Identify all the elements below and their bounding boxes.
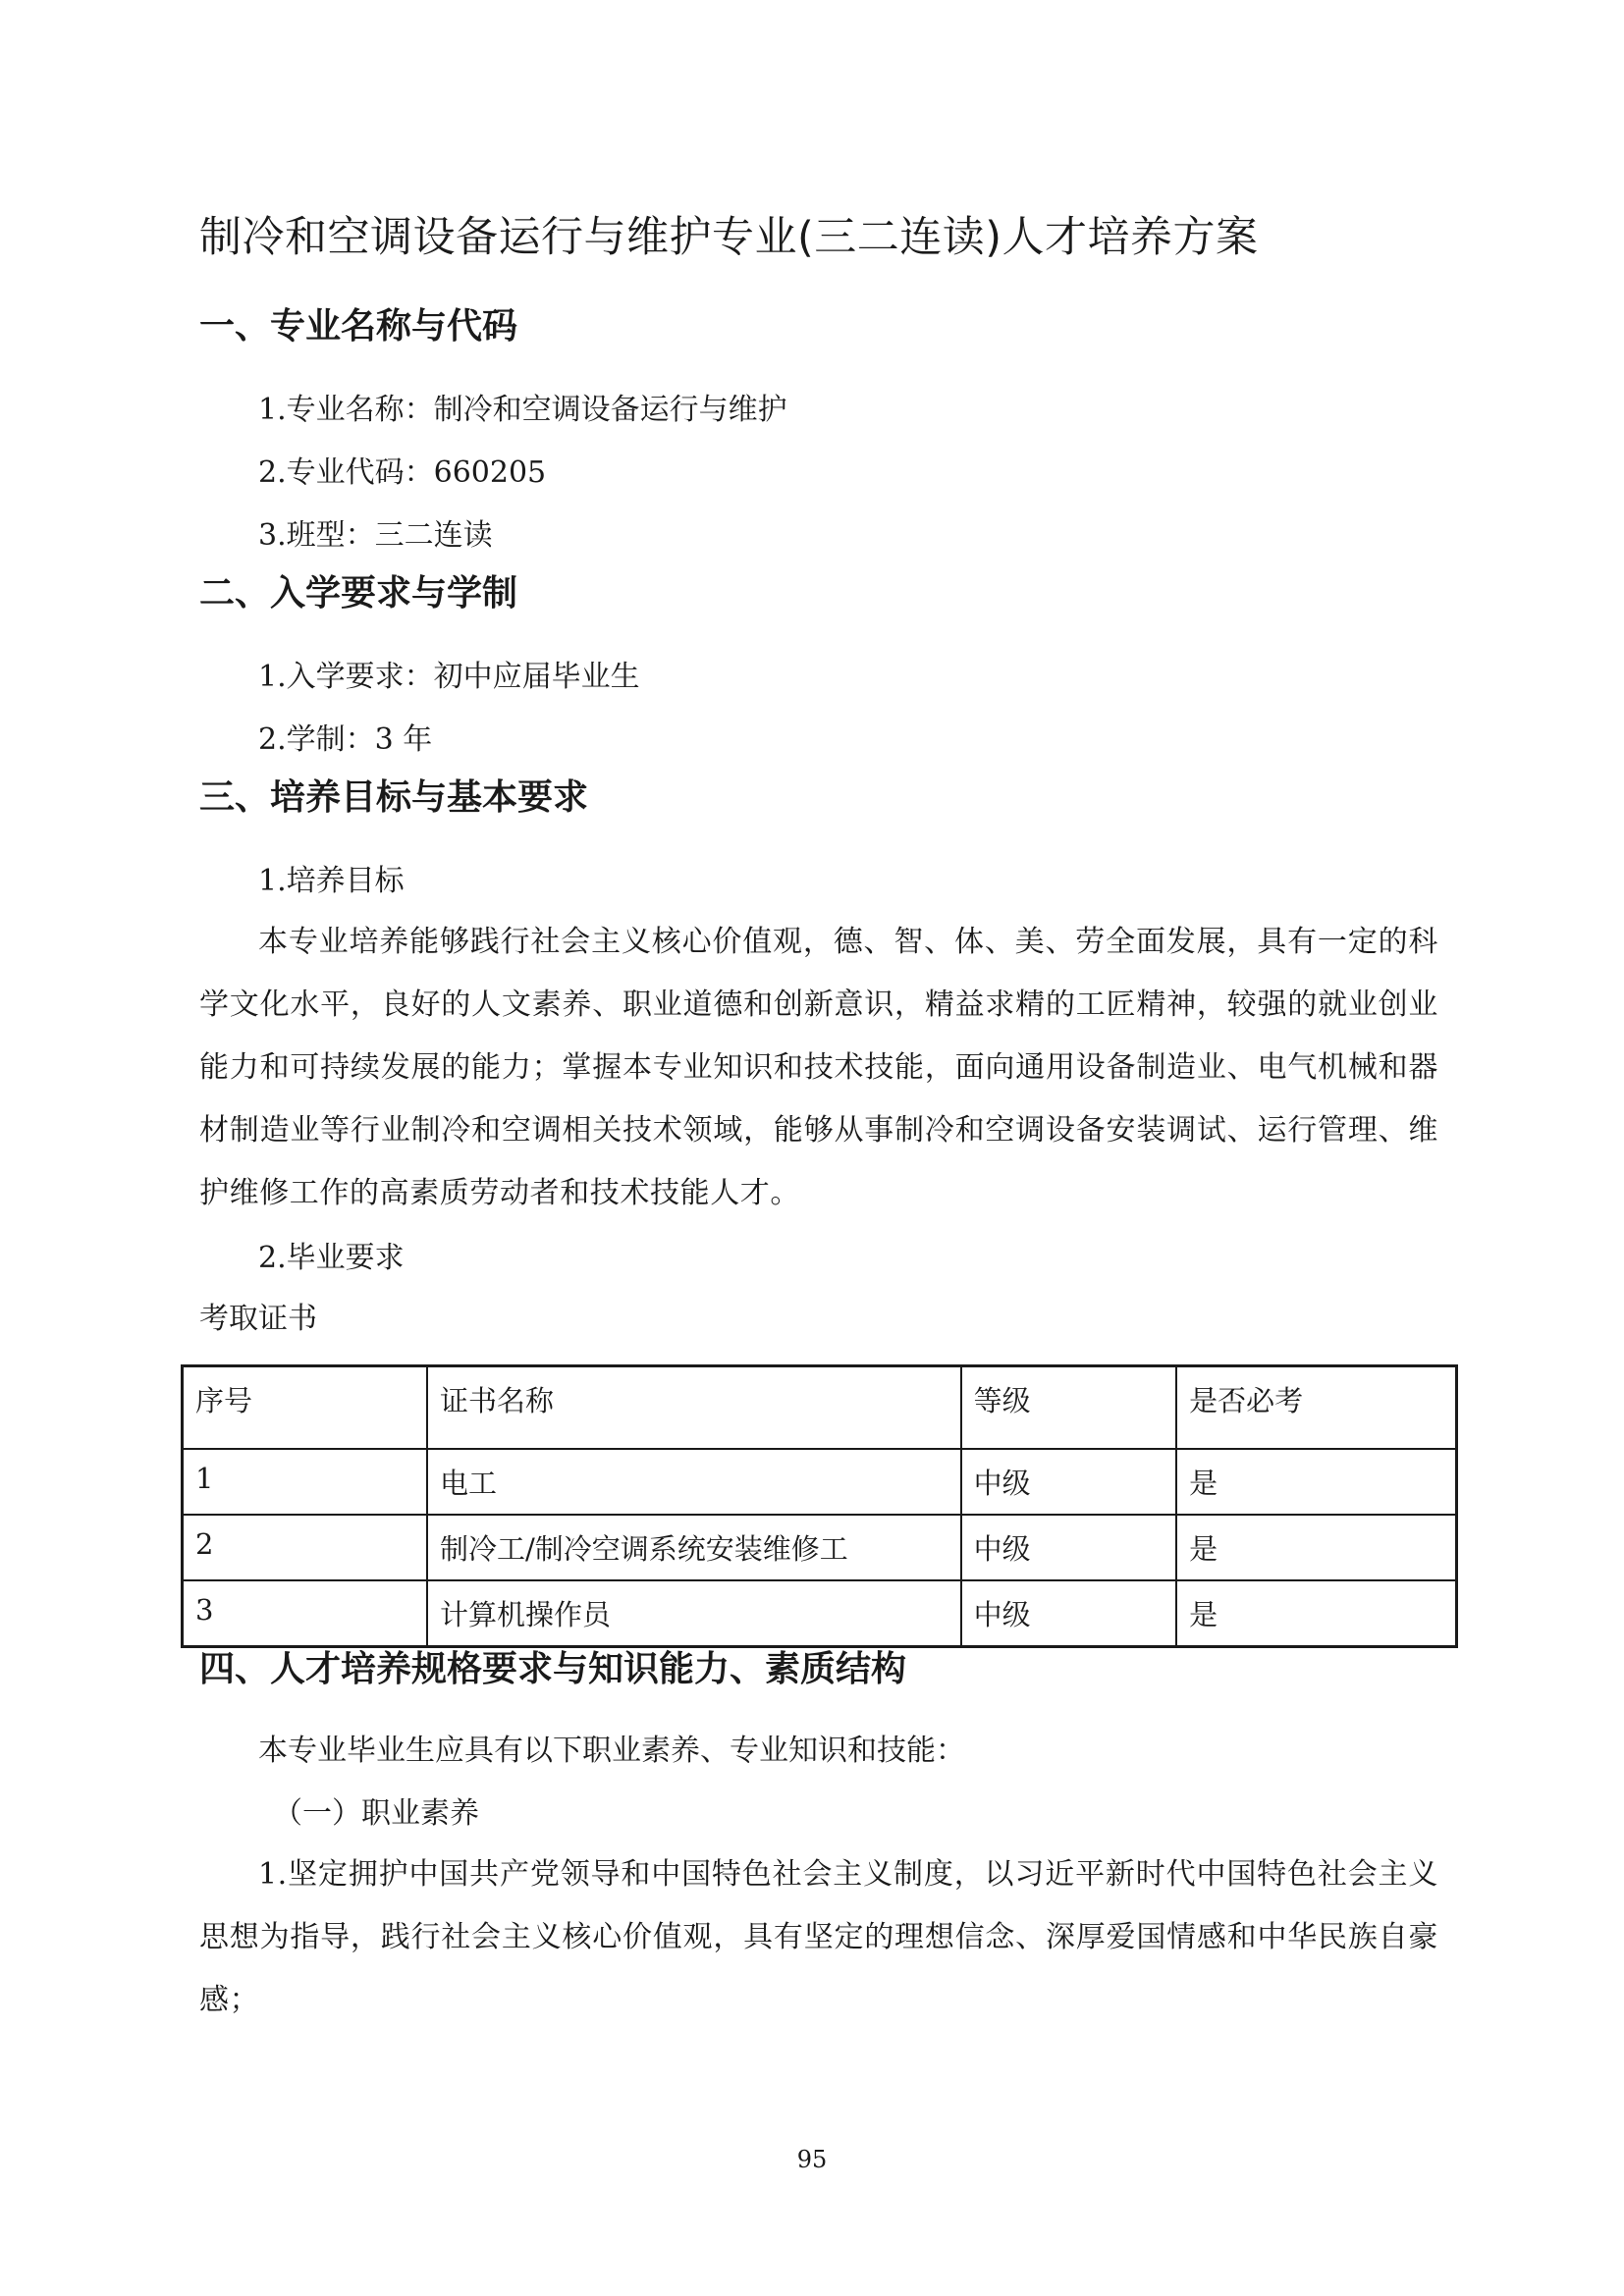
section-heading-1: 一、专业名称与代码 <box>199 306 518 347</box>
section-heading-3: 三、培养目标与基本要求 <box>199 777 589 818</box>
page-title: 制冷和空调设备运行与维护专业(三二连读)人才培养方案 <box>199 213 1259 262</box>
table-cell: 是 <box>1176 1449 1456 1515</box>
section-4-intro: 本专业毕业生应具有以下职业素养、专业知识和技能： <box>258 1734 965 1768</box>
subheading-professional-literacy: （一）职业素养 <box>273 1796 479 1831</box>
table-cell: 是 <box>1176 1580 1456 1647</box>
table-cell: 中级 <box>961 1449 1177 1515</box>
section-heading-4: 四、人才培养规格要求与知识能力、素质结构 <box>199 1649 907 1689</box>
table-cell: 电工 <box>427 1449 961 1515</box>
table-cell: 计算机操作员 <box>427 1580 961 1647</box>
list-item: 2.专业代码：660205 <box>258 455 547 490</box>
certificate-table <box>181 1364 1458 1648</box>
table-cell: 1 <box>183 1449 427 1515</box>
table-row <box>183 1515 1457 1580</box>
list-item: 3.班型：三二连读 <box>258 518 493 553</box>
training-goal-paragraph: 本专业培养能够践行社会主义核心价值观，德、智、体、美、劳全面发展，具有一定的科学文化水平，良好的人文素养、职业道德和创新意识，精益求精的工匠精神，较强的就业创业能力和可持续发展的能力；掌握本专业知识和技术技能，面向通用设备制造业、电气机械和器材制造业等行业制冷和空调相关技术领域，能够从事制冷和空调设备安装调试、运行管理、维护维修工作的高素质劳动者和技术技能人才。 <box>199 925 1438 1210</box>
list-item: 1.专业名称：制冷和空调设备运行与维护 <box>258 393 787 427</box>
table-row <box>183 1449 1457 1515</box>
header-cell: 证书名称 <box>427 1366 961 1450</box>
header-cell: 序号 <box>183 1366 427 1450</box>
subheading-training-goal: 1.培养目标 <box>258 864 405 898</box>
header-cell: 是否必考 <box>1176 1366 1456 1450</box>
table-cell: 中级 <box>961 1515 1177 1580</box>
section-heading-2: 二、入学要求与学制 <box>199 573 518 614</box>
table-cell: 3 <box>183 1580 427 1647</box>
list-item: 2.学制：3 年 <box>258 722 433 757</box>
certificate-label: 考取证书 <box>199 1302 317 1336</box>
table-cell: 制冷工/制冷空调系统安装维修工 <box>427 1515 961 1580</box>
table-cell: 是 <box>1176 1515 1456 1580</box>
header-cell: 等级 <box>961 1366 1177 1450</box>
table-cell: 2 <box>183 1515 427 1580</box>
table-header-row <box>183 1366 1457 1450</box>
page-number: 95 <box>796 2146 828 2173</box>
list-item: 1.入学要求：初中应届毕业生 <box>258 660 640 694</box>
professional-literacy-paragraph: 1.坚定拥护中国共产党领导和中国特色社会主义制度，以习近平新时代中国特色社会主义思想为指导，践行社会主义核心价值观，具有坚定的理想信念、深厚爱国情感和中华民族自豪感； <box>199 1857 1438 2017</box>
table-row <box>183 1580 1457 1647</box>
table-cell: 中级 <box>961 1580 1177 1647</box>
subheading-graduation-requirements: 2.毕业要求 <box>258 1241 405 1275</box>
